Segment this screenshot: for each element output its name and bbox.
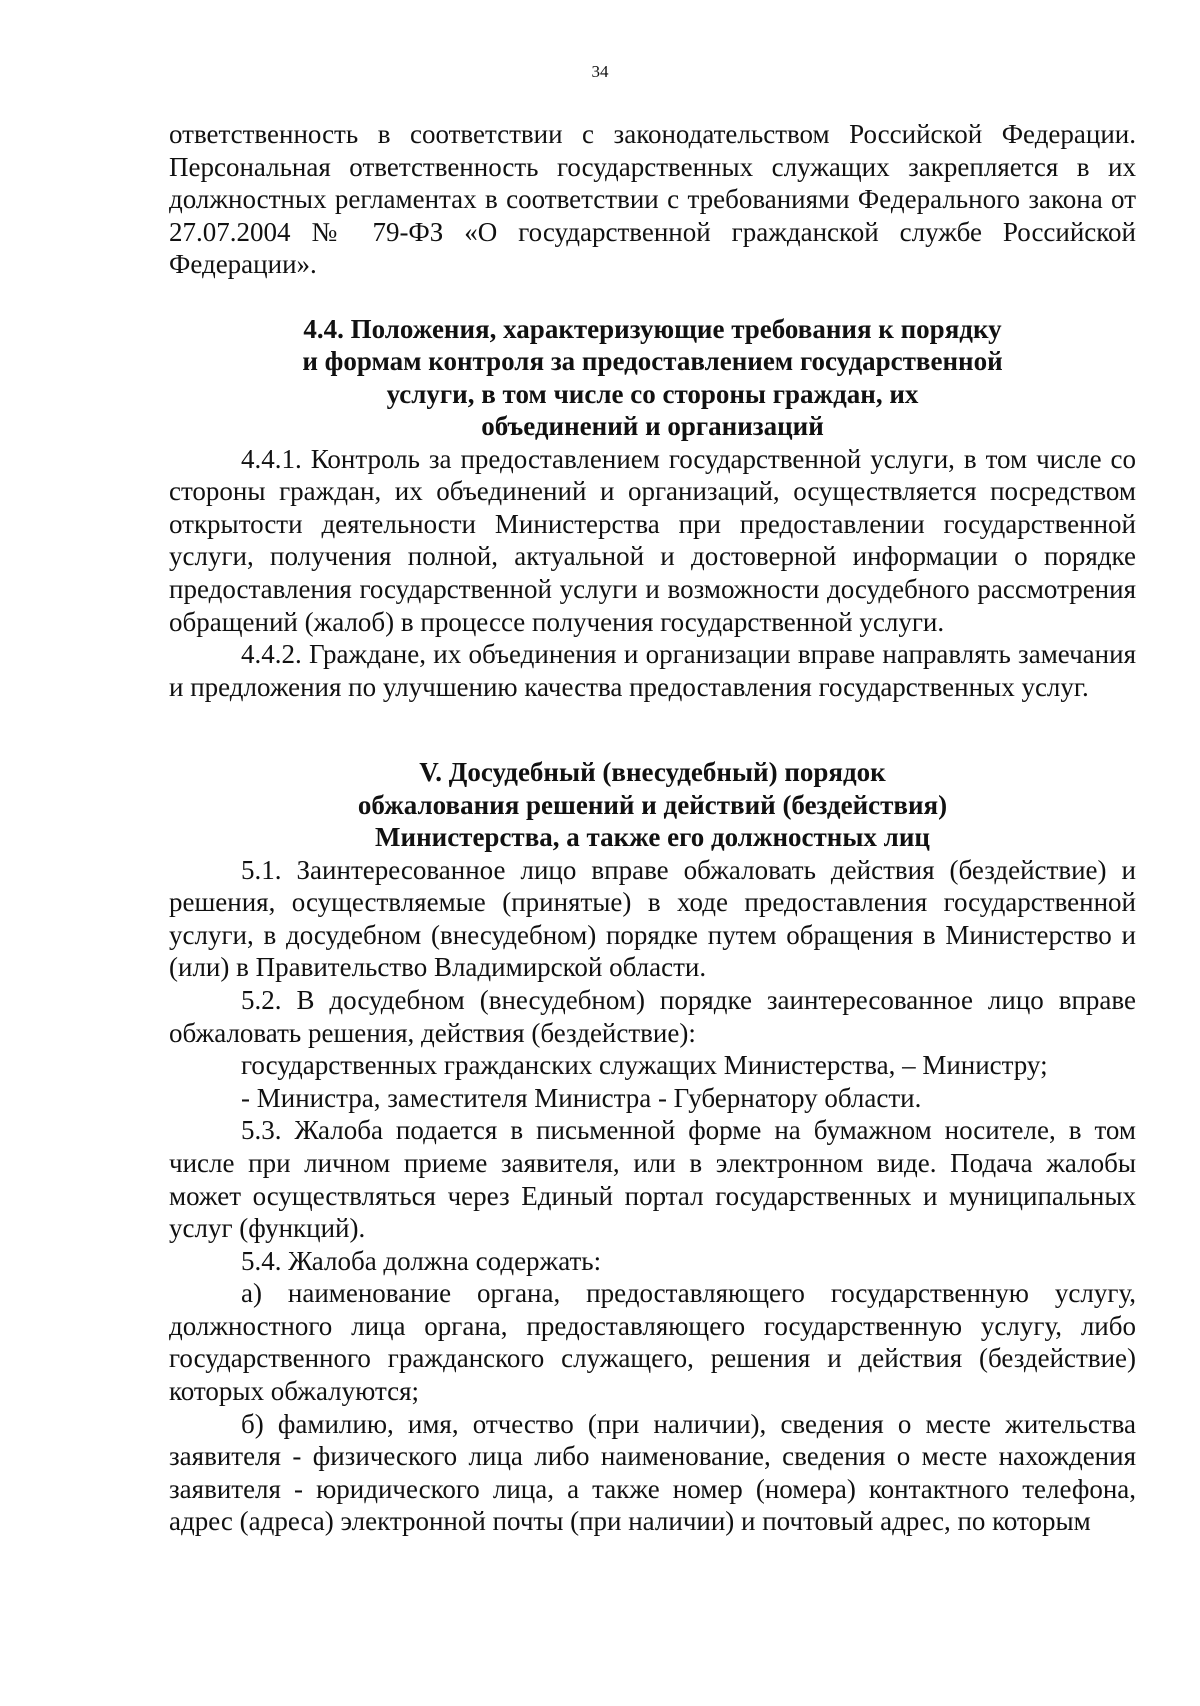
heading-line: Министерства, а также его должностных лиц <box>375 822 930 853</box>
heading-line: 4.4. Положения, характеризующие требования к порядку <box>303 313 1002 344</box>
heading-line: обжалования решений и действий (бездействия) <box>357 789 948 820</box>
paragraph-5-4-a: а) наименование органа, предоставляющего государственную услугу, должностного лица органа, предоставляющего государственную услугу, либо государственного гражданского служащего, решения и действия (бездействие) которых обжалуются; <box>169 1278 1136 1407</box>
paragraph-5-4: 5.4. Жалоба должна содержать: <box>241 1245 602 1276</box>
heading-line: услуги, в том числе со стороны граждан, их <box>386 378 919 409</box>
section-4-4-heading <box>169 313 1136 443</box>
paragraph-5-4-b: б) фамилию, имя, отчество (при наличии), сведения о месте жительства заявителя - физического лица либо наименование, сведения о месте нахождения заявителя - юридического лица, а также номер (номера) контактного телефона, адрес (адреса) электронной почты (при наличии) и почтовый адрес, по которым <box>169 1408 1136 1537</box>
intro-paragraph: ответственность в соответствии с законодательством Российской Федерации. Персональная ответственность государственных служащих закрепляется в их должностных регламентах в соответствии с требованиями Федерального закона от 27.07.2004 № 79-ФЗ «О государственной гражданской службе Российской Федерации». <box>169 119 1136 280</box>
paragraph-5-2-item-1: государственных гражданских служащих Министерства, – Министру; <box>241 1050 1048 1081</box>
paragraph-5-2-item-2: - Министра, заместителя Министра - Губернатору области. <box>241 1082 922 1113</box>
document-body <box>169 118 1136 1538</box>
paragraph-4-4-1: 4.4.1. Контроль за предоставлением государственной услуги, в том числе со стороны граждан, их объединений и организаций, осуществляется посредством открытости деятельности Министерства при предоставлении государственной услуги, получения полной, актуальной и достоверной информации о порядке предоставления государственной услуги и возможности досудебного рассмотрения обращений (жалоб) в процессе получения государственной услуги. <box>169 443 1136 637</box>
paragraph-4-4-2: 4.4.2. Граждане, их объединения и организации вправе направлять замечания и предложения по улучшению качества предоставления государственных услуг. <box>169 639 1136 702</box>
paragraph-5-3: 5.3. Жалоба подается в письменной форме на бумажном носителе, в том числе при личном приеме заявителя, или в электронном виде. Подача жалобы может осуществляться через Единый портал государственных и муниципальных услуг (функций). <box>169 1115 1136 1244</box>
heading-line: V. Досудебный (внесудебный) порядок <box>419 757 886 788</box>
paragraph-5-1: 5.1. Заинтересованное лицо вправе обжаловать действия (бездействие) и решения, осуществляемые (принятые) в ходе предоставления государственной услуги, в досудебном (внесудебном) порядке путем обращения в Министерство и (или) в Правительство Владимирской области. <box>169 854 1136 983</box>
page-number: 34 <box>591 62 609 81</box>
paragraph-5-2: 5.2. В досудебном (внесудебном) порядке заинтересованное лицо вправе обжаловать решения, действия (бездействие): <box>169 984 1136 1048</box>
heading-line: и формам контроля за предоставлением государственной <box>302 346 1003 377</box>
section-5-heading <box>169 756 1136 853</box>
heading-line: объединений и организаций <box>481 411 824 442</box>
